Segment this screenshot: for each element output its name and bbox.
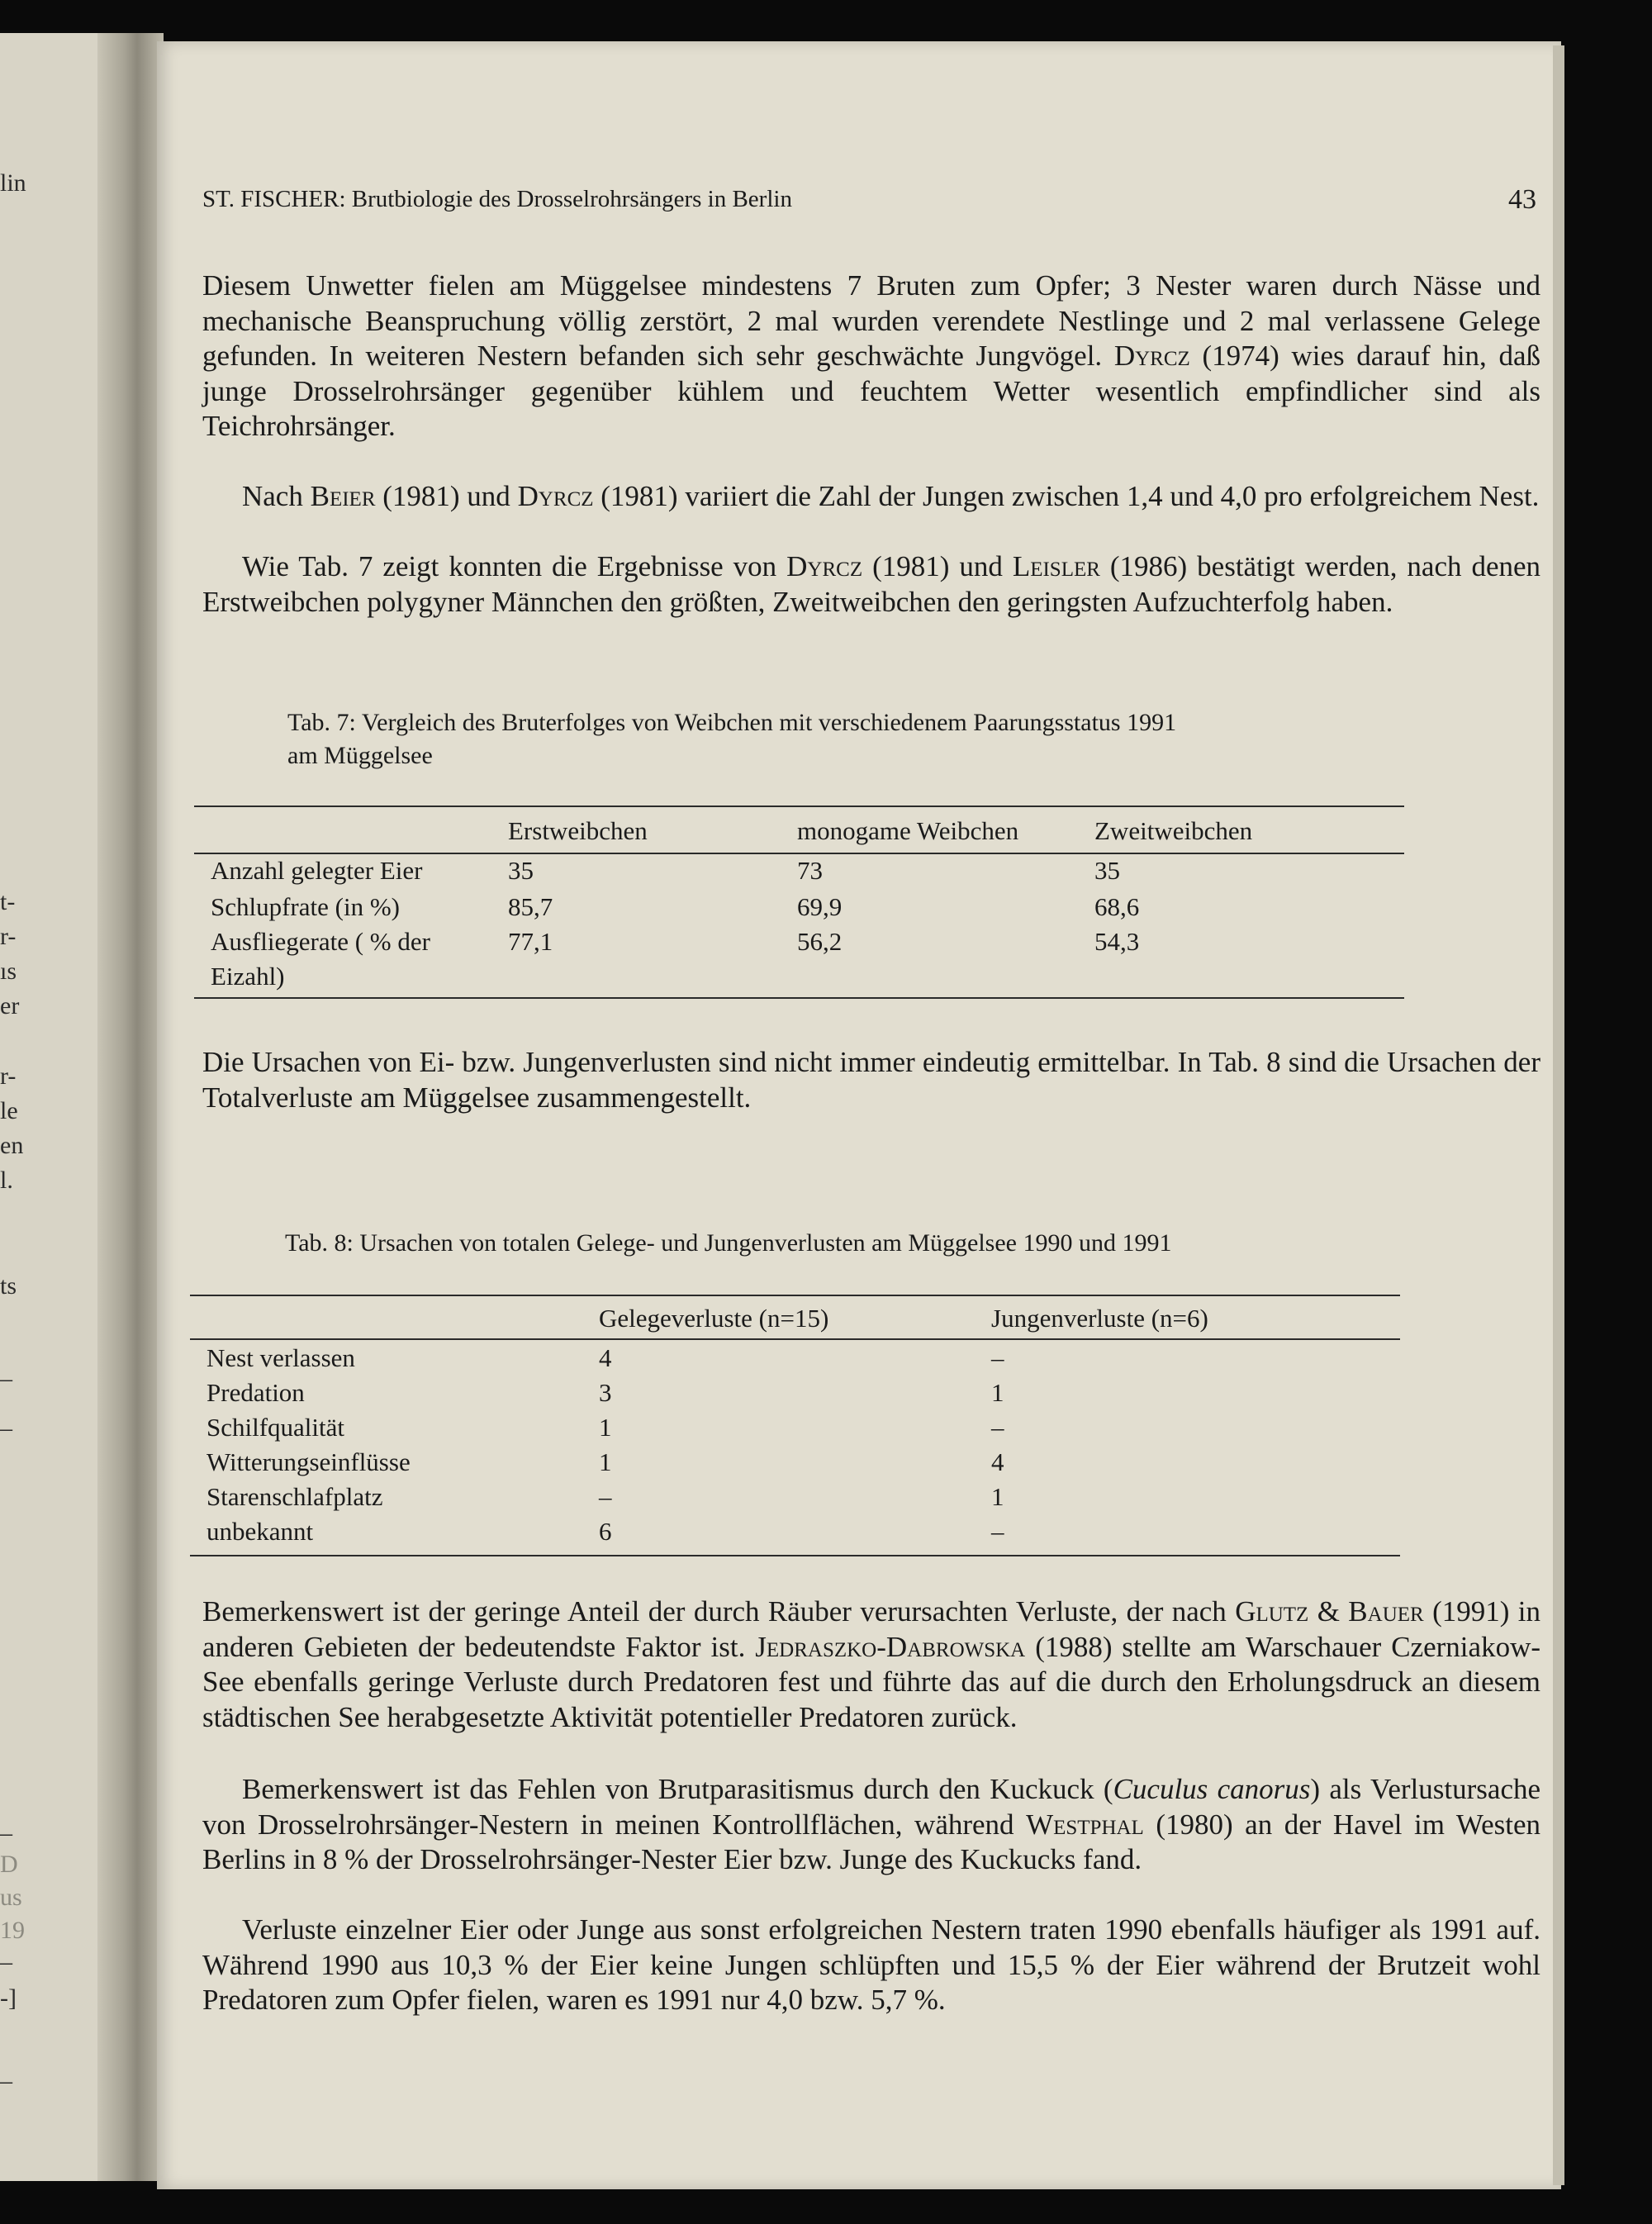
page-number: 43	[1508, 184, 1536, 215]
table7-bottom-rule	[194, 997, 1404, 999]
left-fragment: –	[0, 2067, 12, 2094]
table7-cell: 68,6	[1094, 892, 1140, 921]
left-fragment: –	[0, 1948, 12, 1975]
table8-caption: Tab. 8: Ursachen von totalen Gelege- und Jungenverlusten am Müggelsee 1990 und 1991	[285, 1229, 1172, 1257]
left-fragment: D	[0, 1851, 18, 1878]
table7-cell: 56,2	[797, 927, 843, 956]
table8-cell: –	[599, 1482, 612, 1511]
book-page	[157, 41, 1561, 2189]
table8-cell: 3	[599, 1378, 612, 1407]
author-name: Dyrcz	[1113, 340, 1190, 372]
paragraph: Diesem Unwetter fielen am Müggelsee mindestens 7 Bruten zum Opfer; 3 Nester waren durch Nässe und mechanische Beanspruchung völlig zerstört, 2 mal wurden verendete Nestlinge und 2 mal verlassene Gelege gefunden. In weiteren Nestern befanden sich sehr geschwächte Jungvögel. Dyrcz (1974) wies darauf hin, daß junge Drosselrohrsänger gegenüber kühlem und feuchtem Wetter wesentlich empfindlicher sind als Teichrohrsänger.	[202, 269, 1540, 442]
author-name: Westphal	[1026, 1808, 1144, 1841]
left-fragment: ts	[0, 1272, 17, 1300]
book-gutter	[97, 33, 164, 2181]
table8-bottom-rule	[190, 1555, 1400, 1556]
table7-cell: 73	[797, 856, 823, 885]
table8-cell: 4	[599, 1343, 612, 1372]
table8-row-label: Starenschlafplatz	[206, 1482, 383, 1511]
table8-cell: –	[991, 1413, 1004, 1442]
left-fragment: le	[0, 1097, 18, 1124]
left-fragment: t-	[0, 888, 16, 915]
author-name: Beier	[310, 480, 376, 512]
table7-cell: 35	[508, 856, 534, 885]
table7-caption: Tab. 7: Vergleich des Bruterfolges von Weibchen mit verschiedenem Paarungsstatus 1991 am Müggelsee	[287, 709, 1177, 769]
table7-cell: 69,9	[797, 892, 843, 921]
table8-header: Jungenverluste (n=6)	[991, 1304, 1208, 1333]
table8-header-rule	[190, 1338, 1400, 1340]
author-name: Leisler	[1012, 550, 1100, 582]
table7-cell: 54,3	[1094, 927, 1140, 956]
table7-cell: 35	[1094, 856, 1120, 885]
left-facing-page	[0, 33, 107, 2181]
table8-cell: 1	[599, 1413, 612, 1442]
table7-row-label: Eizahl)	[211, 962, 285, 991]
table8-row-label: Predation	[206, 1378, 305, 1407]
paragraph: Nach Beier (1981) und Dyrcz (1981) variiert die Zahl der Jungen zwischen 1,4 und 4,0 pro erfolgreichem Nest.	[242, 480, 1540, 512]
author-name: Jedraszko-Dabrowska	[755, 1630, 1026, 1663]
table8-row-label: Witterungseinflüsse	[206, 1447, 411, 1476]
table8-top-rule	[190, 1295, 1400, 1296]
table7-top-rule	[194, 805, 1404, 807]
paragraph: Bemerkenswert ist der geringe Anteil der durch Räuber verursachten Verluste, der nach Glutz & Bauer (1991) in anderen Gebieten der bedeutendste Faktor ist. Jedraszko-Dabrowska (1988) stellte am Warschauer Czerniakow-See ebenfalls geringe Verluste durch Predatoren fest und führte das auf die durch den Erholungsdruck an diesem städtischen See herabgesetzte Aktivität potentieller Predatoren zurück.	[202, 1595, 1540, 1733]
table7-row-label: Anzahl gelegter Eier	[211, 856, 423, 885]
table8-row-label: Schilfqualität	[206, 1413, 345, 1442]
left-fragment: –	[0, 1414, 12, 1442]
running-title: ST. FISCHER: Brutbiologie des Drosselrohrsängers in Berlin	[202, 186, 792, 212]
paragraph: Verluste einzelner Eier oder Junge aus sonst erfolgreichen Nestern traten 1990 ebenfalls häufiger als 1991 auf. Während 1990 aus 10,3 % der Eier keine Jungen schlüpften und 15,5 % der Eier während der Brutzeit wohl Predatoren zum Opfer fielen, waren es 1991 nur 4,0 bzw. 5,7 %.	[202, 1913, 1540, 2016]
page-edge	[1553, 45, 1564, 2185]
table8-cell: 1	[599, 1447, 612, 1476]
author-name: Dyrcz	[517, 480, 594, 512]
left-fragment: -]	[0, 1984, 17, 2012]
table8-cell: 1	[991, 1482, 1004, 1511]
table7-header-rule	[194, 853, 1404, 854]
left-fragment: r-	[0, 923, 17, 950]
left-fragment: er	[0, 992, 20, 1019]
table7-header: monogame Weibchen	[797, 816, 1019, 845]
table8-cell: 6	[599, 1517, 612, 1546]
left-fragment: l.	[0, 1167, 13, 1194]
paragraph: Bemerkenswert ist das Fehlen von Brutparasitismus durch den Kuckuck (Cuculus canorus) als Verlustursache von Drosselrohrsänger-Nestern in meinen Kontrollflächen, während Westphal (1980) an der Havel im Westen Berlins in 8 % der Drosselrohrsänger-Nester Eier bzw. Junge des Kuckucks fand.	[202, 1773, 1541, 1875]
table8-cell: –	[991, 1343, 1004, 1372]
table8-row-label: unbekannt	[206, 1517, 314, 1546]
left-fragment: –	[0, 1819, 12, 1846]
table8-cell: 4	[991, 1447, 1004, 1476]
author-name: Glutz & Bauer	[1235, 1595, 1424, 1628]
left-fragment: us	[0, 1884, 22, 1911]
table8-header: Gelegeverluste (n=15)	[599, 1304, 829, 1333]
left-fragment: lin	[0, 169, 26, 197]
paragraph: Die Ursachen von Ei- bzw. Jungenverlusten sind nicht immer eindeutig ermittelbar. In Tab. 8 sind die Ursachen der Totalverluste am Müggelsee zusammengestellt.	[202, 1046, 1540, 1114]
left-fragment: en	[0, 1132, 24, 1159]
left-fragment: r-	[0, 1062, 17, 1090]
table7-cell: 77,1	[508, 927, 553, 956]
species-name: Cuculus canorus	[1113, 1773, 1311, 1805]
table7-header: Zweitweibchen	[1094, 816, 1253, 845]
table8-cell: 1	[991, 1378, 1004, 1407]
left-fragment: ıs	[0, 958, 17, 985]
left-fragment: –	[0, 1365, 12, 1392]
author-name: Dyrcz	[786, 550, 863, 582]
table8-cell: –	[991, 1517, 1004, 1546]
table7-header: Erstweibchen	[508, 816, 648, 845]
paragraph: Wie Tab. 7 zeigt konnten die Ergebnisse von Dyrcz (1981) und Leisler (1986) bestätigt werden, nach denen Erstweibchen polygyner Männchen den größten, Zweitweibchen den geringsten Aufzuchterfolg haben.	[202, 550, 1541, 618]
table7-cell: 85,7	[508, 892, 553, 921]
left-fragment: 19	[0, 1917, 25, 1944]
table7-row-label: Schlupfrate (in %)	[211, 892, 400, 921]
table8-row-label: Nest verlassen	[206, 1343, 355, 1372]
table7-row-label: Ausfliegerate ( % der	[211, 927, 430, 956]
